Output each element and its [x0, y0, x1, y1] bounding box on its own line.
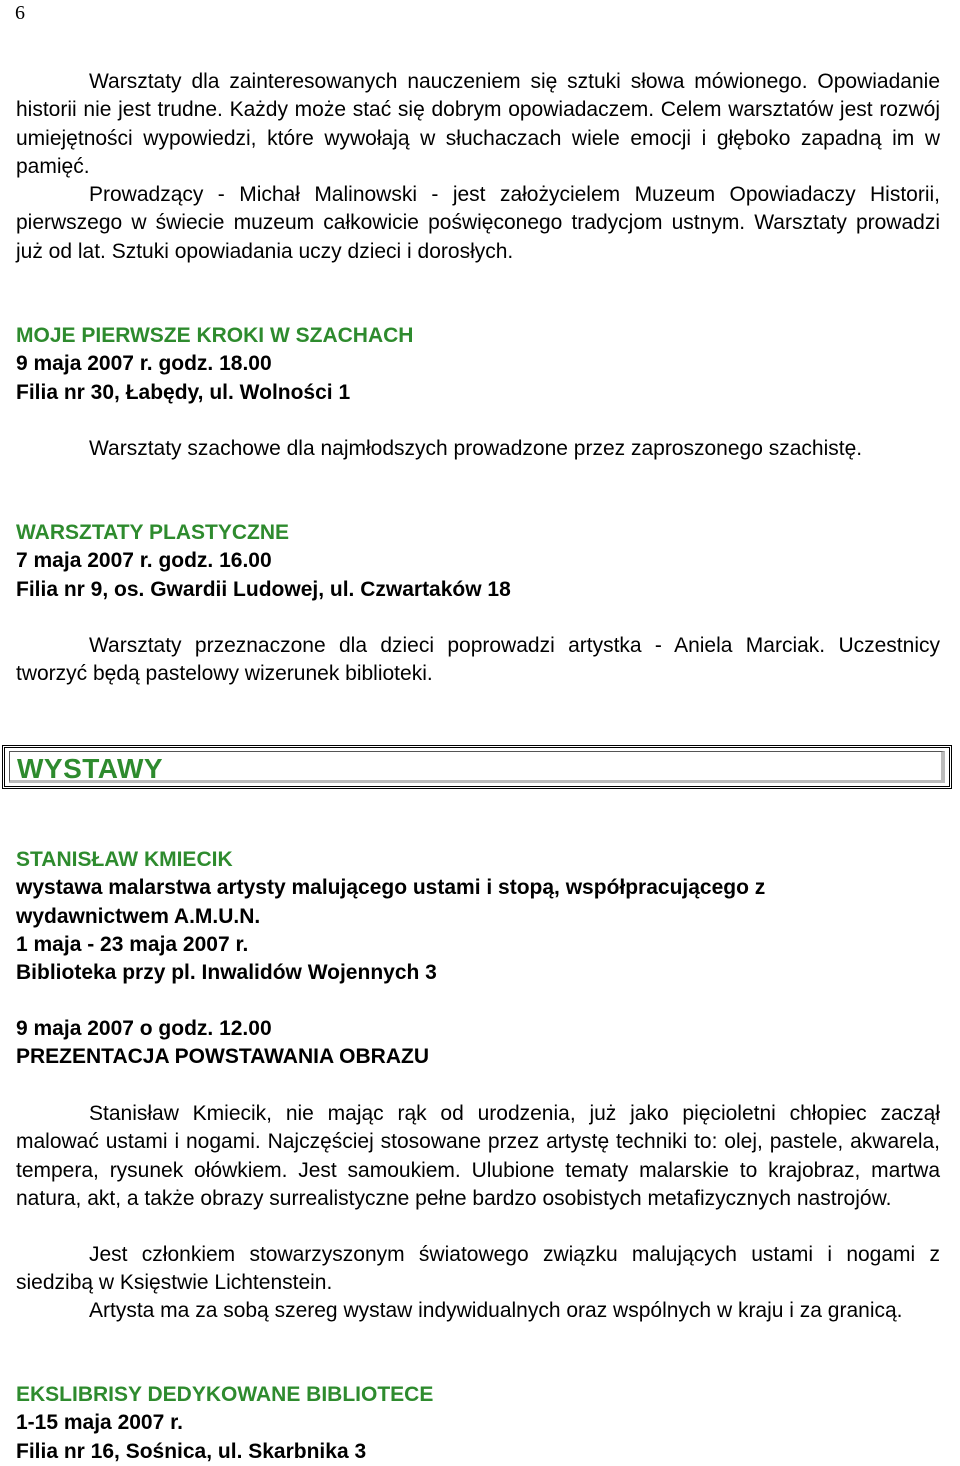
art-title: WARSZTATY PLASTYCZNE	[16, 521, 289, 544]
art-description: Warsztaty przeznaczone dla dzieci poprowadzi artystka - Aniela Marciak. Uczestnicy tworzyć będą pastelowy wizerunek biblioteki.	[16, 634, 940, 686]
section-banner-title: WYSTAWY	[17, 753, 164, 784]
kmiecik-bio-paragraph: Stanisław Kmiecik, nie mając rąk od urodzenia, już jako pięcioletni chłopiec zaczął malować ustami i nogami. Najczęściej stosowane przez artystę techniki to: olej, pastele, akwarela, tempera, rysunek ołówkiem. Jest samoukiem. Ulubione tematy malarskie to krajobraz, martwa natura, akt, a także obrazy surrealistyczne pełne bardzo osobistych metafizycznych nastrojów.	[16, 1102, 940, 1210]
kmiecik-presentation	[16, 1015, 940, 1072]
bookplates-exhibition	[16, 1381, 940, 1466]
art-date: 7 maja 2007 r. godz. 16.00	[16, 549, 272, 573]
kmiecik-title: STANISŁAW KMIECIK	[16, 848, 233, 871]
chess-event	[16, 322, 940, 407]
presentation-date: 9 maja 2007 o godz. 12.00	[16, 1017, 272, 1040]
bookplates-place: Filia nr 16, Sośnica, ul. Skarbnika 3	[16, 1439, 367, 1463]
bookplates-dates: 1-15 maja 2007 r.	[16, 1411, 183, 1435]
kmiecik-place: Biblioteka przy pl. Inwalidów Wojennych 3	[16, 961, 437, 985]
kmiecik-subtitle-2: wydawnictwem A.M.U.N.	[16, 904, 261, 928]
section-banner	[2, 745, 952, 789]
art-event	[16, 519, 940, 604]
chess-place: Filia nr 30, Łabędy, ul. Wolności 1	[16, 380, 351, 404]
kmiecik-membership-paragraph: Jest członkiem stowarzyszonym światowego związku malujących ustami i nogami z siedzibą w Księstwie Lichtenstein.	[16, 1243, 940, 1295]
workshop-intro-paragraph: Warsztaty dla zainteresowanych nauczeniem się sztuki słowa mówionego. Opowiadanie historii nie jest trudne. Każdy może stać się dobrym opowiadaczem. Celem warsztatów jest rozwój umiejętności wypowiedzi, które wywołają w słuchaczach wiele emocji i głęboko zapadną im w pamięć.	[16, 70, 940, 178]
presentation-title: PREZENTACJA POWSTAWANIA OBRAZU	[16, 1045, 429, 1069]
workshop-leader-paragraph: Prowadzący - Michał Malinowski - jest założycielem Muzeum Opowiadaczy Historii, pierwszego w świecie muzeum całkowicie poświęconego tradycjom ustnym. Warsztaty prowadzi już od lat. Sztuki opowiadania uczy dzieci i dorosłych.	[16, 183, 940, 263]
art-place: Filia nr 9, os. Gwardii Ludowej, ul. Czwartaków 18	[16, 577, 511, 601]
chess-title: MOJE PIERWSZE KROKI W SZACHACH	[16, 324, 414, 347]
kmiecik-subtitle-1: wystawa malarstwa artysty malującego ustami i stopą, współpracującego z	[16, 876, 766, 900]
chess-description: Warsztaty szachowe dla najmłodszych prowadzone przez zaproszonego szachistę.	[89, 437, 863, 460]
kmiecik-exhibitions-paragraph: Artysta ma za sobą szereg wystaw indywidualnych oraz wspólnych w kraju i za granicą.	[89, 1299, 903, 1322]
page-number: 6	[15, 2, 25, 24]
chess-date: 9 maja 2007 r. godz. 18.00	[16, 352, 272, 376]
kmiecik-exhibition	[16, 846, 940, 987]
bookplates-title: EKSLIBRISY DEDYKOWANE BIBLIOTECE	[16, 1383, 434, 1406]
kmiecik-dates: 1 maja - 23 maja 2007 r.	[16, 932, 249, 956]
